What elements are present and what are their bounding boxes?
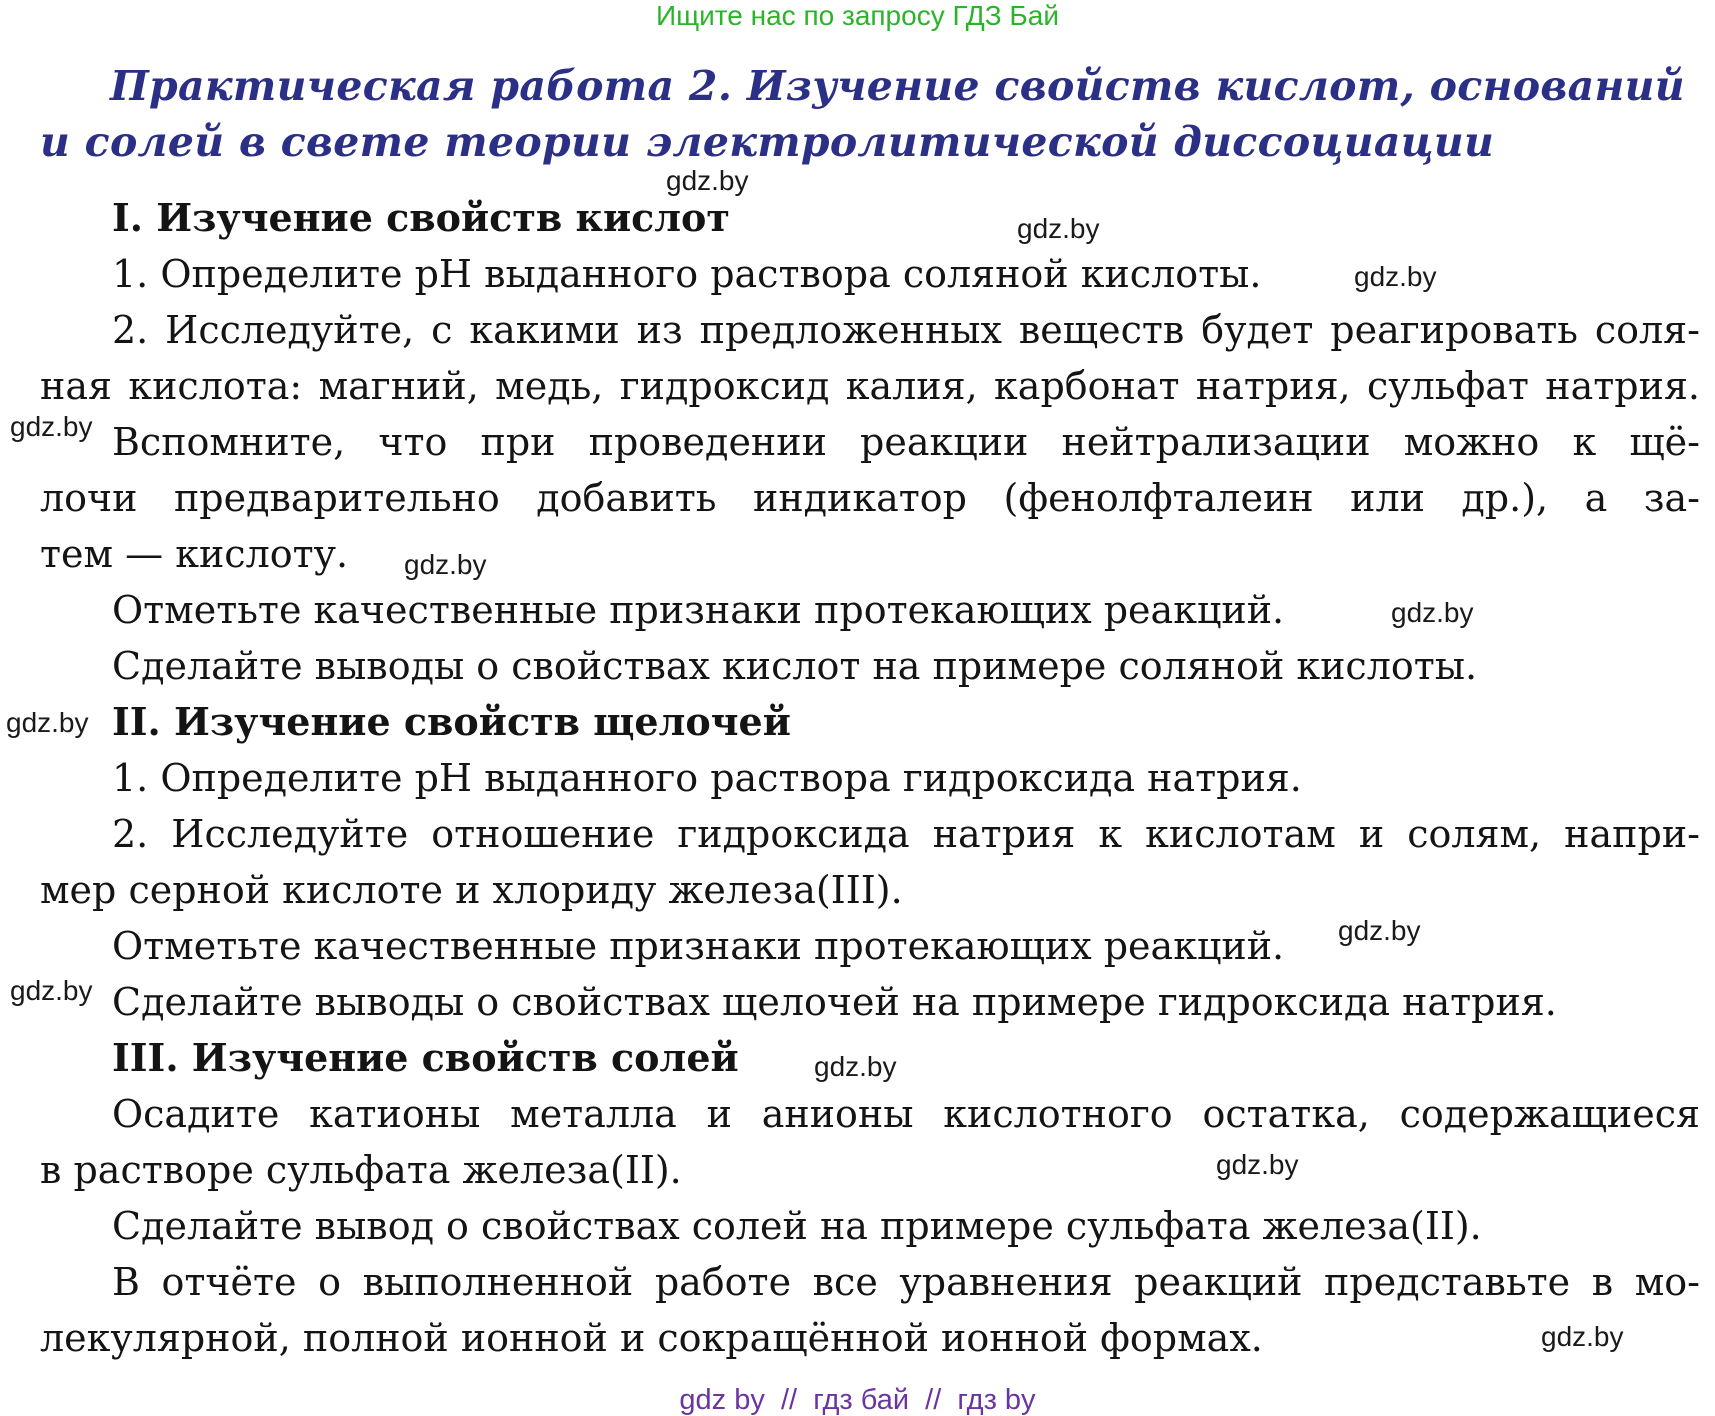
watermark: gdz.by: [1391, 597, 1474, 628]
text-line: тем — кислоту.: [40, 532, 349, 576]
watermark: gdz.by: [404, 549, 487, 580]
text-line: 1. Определите pH выданного раствора гидроксида натрия.: [112, 756, 1302, 800]
text-line: лекулярной, полной ионной и сокращённой ионной формах.: [40, 1316, 1263, 1360]
watermark: gdz.by: [1354, 261, 1437, 292]
section-heading-acids: I. Изучение свойств кислот: [112, 195, 730, 240]
section-heading-alkalis: II. Изучение свойств щелочей: [112, 699, 791, 744]
text-line: Сделайте выводы о свойствах кислот на примере соляной кислоты.: [112, 644, 1478, 688]
watermark: gdz.by: [1216, 1149, 1299, 1180]
watermark: gdz.by: [1017, 213, 1100, 244]
watermark: gdz.by: [1541, 1321, 1624, 1352]
text-line: 2. Исследуйте отношение гидроксида натрия к кислотам и солям, напри-: [112, 812, 1700, 856]
section-heading-salts: III. Изучение свойств солей: [112, 1035, 739, 1080]
text-line: ная кислота: магний, медь, гидроксид калия, карбонат натрия, сульфат натрия.: [40, 364, 1700, 408]
watermark: gdz.by: [10, 975, 93, 1006]
text-line: Отметьте качественные признаки протекающих реакций.: [112, 924, 1285, 968]
watermark: gdz.by: [666, 165, 749, 196]
footer-links: gdz by // гдз бай // гдз by: [679, 1384, 1036, 1416]
watermark: gdz.by: [1338, 915, 1421, 946]
text-line: 1. Определите pH выданного раствора соляной кислоты.: [112, 252, 1262, 296]
page-title: Практическая работа 2. Изучение свойств кислот, оснований и солей в свете теории электролитической диссоциации: [40, 62, 1685, 166]
text-line: В отчёте о выполненной работе все уравнения реакций представьте в мо-: [112, 1260, 1700, 1304]
watermark: gdz.by: [814, 1051, 897, 1082]
text-line: Отметьте качественные признаки протекающих реакций.: [112, 588, 1285, 632]
text-line: Осадите катионы металла и анионы кислотного остатка, содержащиеся: [112, 1092, 1700, 1136]
top-banner: Ищите нас по запросу ГДЗ Бай: [655, 0, 1060, 31]
text-line: мер серной кислоте и хлориду железа(III).: [40, 868, 903, 912]
text-line: Сделайте вывод о свойствах солей на примере сульфата железа(II).: [112, 1204, 1482, 1248]
text-line: лочи предварительно добавить индикатор (фенолфталеин или др.), а за-: [40, 476, 1700, 520]
watermark: gdz.by: [6, 707, 89, 738]
text-line: 2. Исследуйте, с какими из предложенных веществ будет реагировать соля-: [112, 308, 1700, 352]
text-line: Сделайте выводы о свойствах щелочей на примере гидроксида натрия.: [112, 980, 1557, 1024]
text-line: в растворе сульфата железа(II).: [40, 1148, 682, 1192]
text-line: Вспомните, что при проведении реакции нейтрализации можно к щё-: [112, 420, 1700, 464]
watermark: gdz.by: [10, 411, 93, 442]
